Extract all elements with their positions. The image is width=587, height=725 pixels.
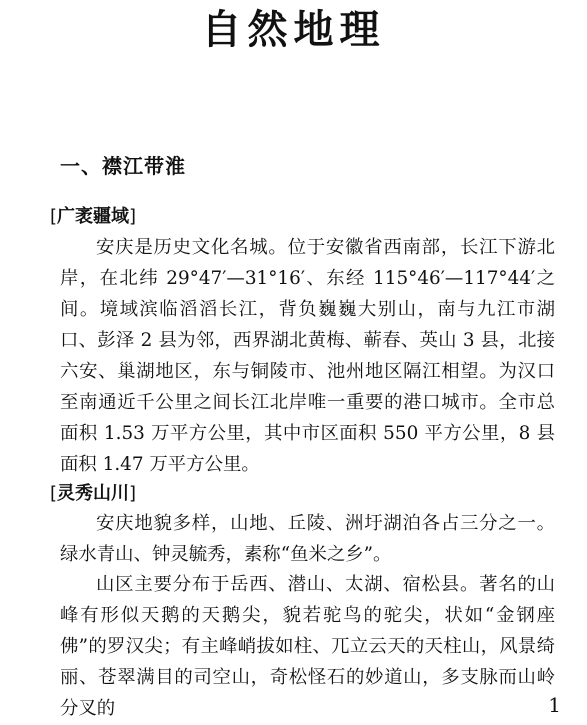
subsection-heading-text: 灵秀山川 bbox=[57, 483, 130, 504]
paragraph-landscape-1: 安庆地貌多样，山地、丘陵、洲圩湖泊各占三分之一。绿水青山、钟灵毓秀，素称“鱼米之乡”。 bbox=[60, 513, 555, 565]
bracket-open: [ bbox=[50, 206, 58, 227]
paragraph-territory: 安庆是历史文化名城。位于安徽省西南部，长江下游北岸，在北纬 29°47′—31°16′、东经 115°46′—117°44′之间。境域滨临滔滔长江，背负巍巍大别山，南与九江市湖口、彭泽 2 县为邻，西界湖北黄梅、蕲春、英山 3 县，北接六安、巢湖地区，东与铜陵市、池州地区隔江相望。为汉口至南通近千公里之间长江北岸唯一重要的港口城市。全市总面积 1.53 万平方公里，其中市区面积 550 平方公里，8 县面积 1.47 万平方公里。 bbox=[60, 237, 555, 475]
bracket-close: ] bbox=[129, 483, 137, 504]
subsection-heading-landscape bbox=[50, 480, 136, 508]
page-title: 自然地理 bbox=[201, 7, 386, 53]
subsection-heading-territory bbox=[50, 203, 136, 231]
bracket-open: [ bbox=[50, 483, 58, 504]
subsection-heading-text: 广袤疆域 bbox=[57, 206, 130, 227]
bracket-close: ] bbox=[129, 206, 137, 227]
page-number: 1 bbox=[548, 693, 561, 717]
paragraph-landscape-2: 山区主要分布于岳西、潜山、太湖、宿松县。著名的山峰有形似天鹅的天鹅尖，貌若驼鸟的驼尖，状如“金钢座佛”的罗汉尖；有主峰峭拔如柱、兀立云天的天柱山，风景绮丽、苍翠满目的司空山，奇松怪石的妙道山，多支脉而山岭分叉的 bbox=[60, 574, 555, 719]
section-heading: 一、襟江带淮 bbox=[60, 154, 186, 178]
